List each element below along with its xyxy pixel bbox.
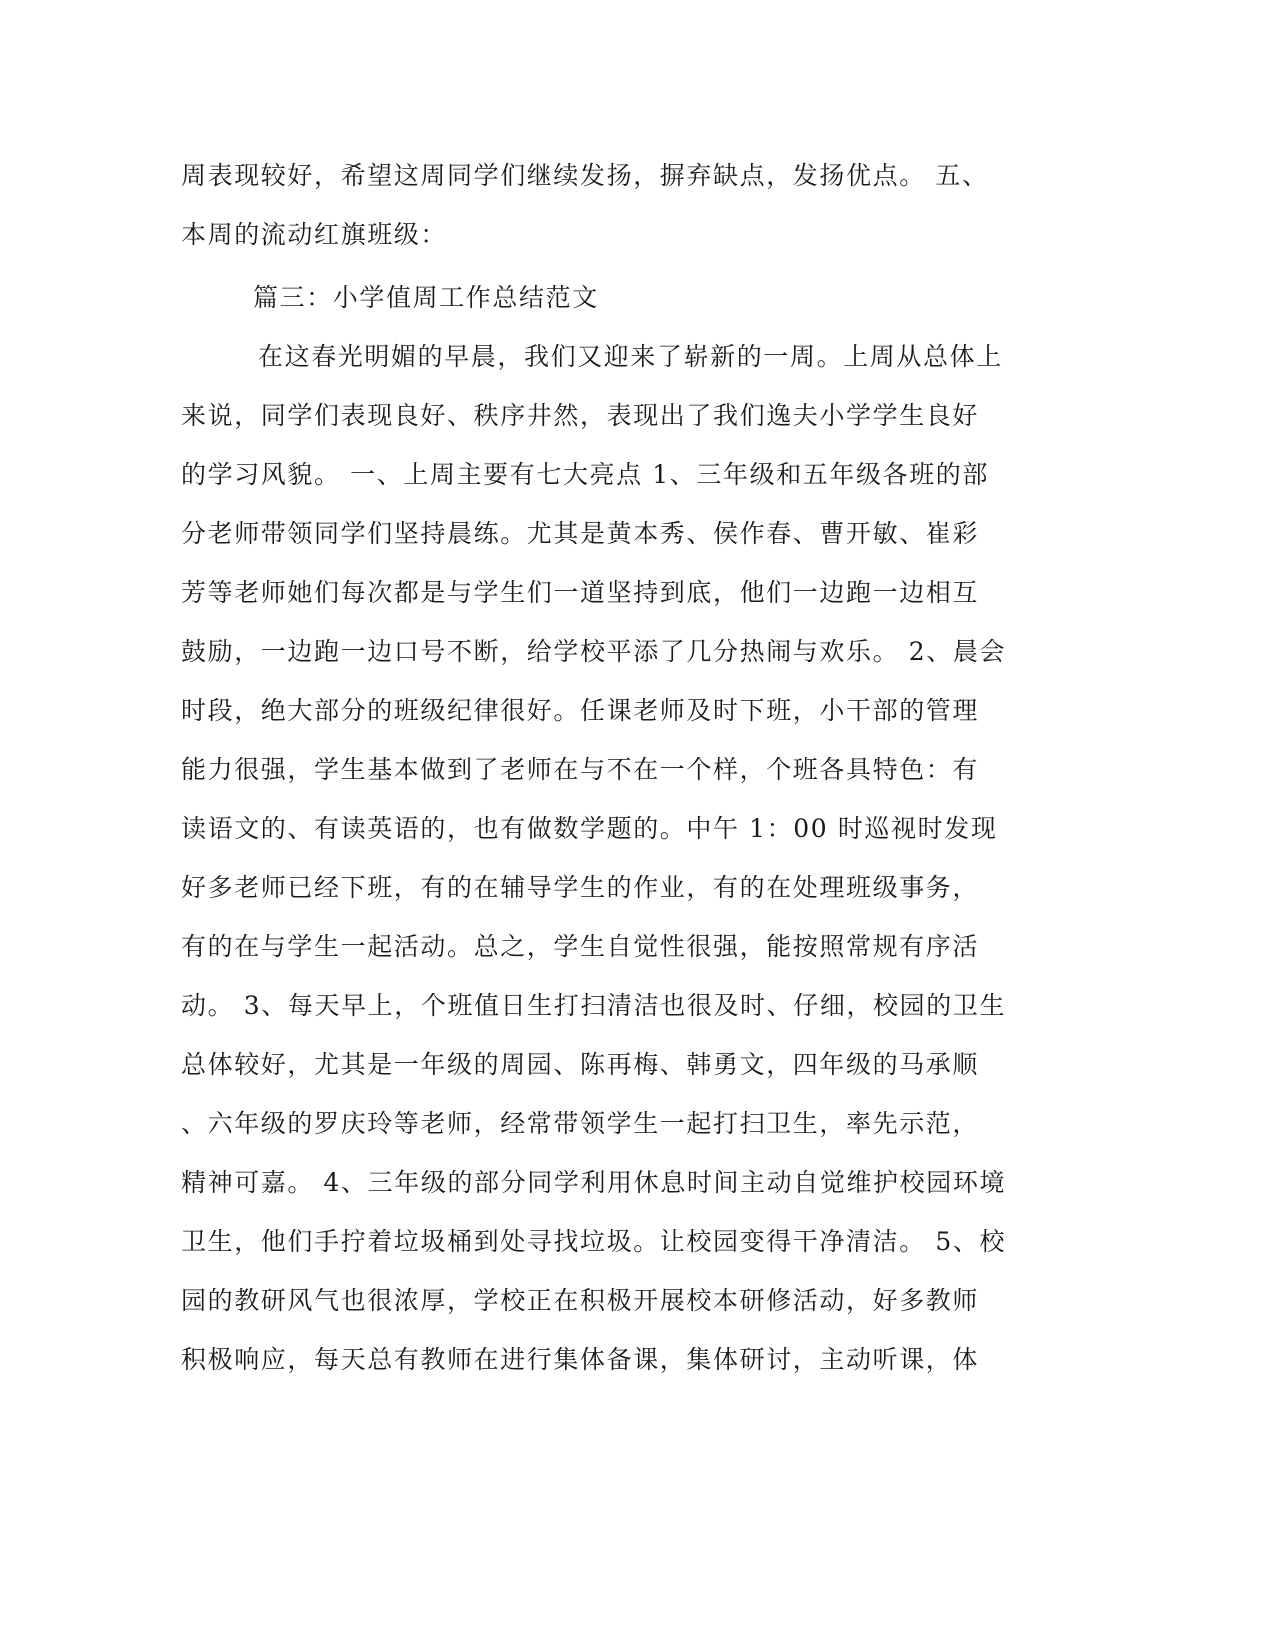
- section-heading: 篇三：小学值周工作总结范文: [253, 283, 599, 312]
- text-line: 、六年级的罗庆玲等老师，经常带领学生一起打扫卫生，率先示范，: [181, 1109, 980, 1138]
- text-line: 总体较好，尤其是一年级的周园、陈再梅、韩勇文，四年级的马承顺: [181, 1050, 980, 1079]
- text-line: 来说，同学们表现良好、秩序井然，表现出了我们逸夫小学学生良好: [181, 401, 980, 430]
- text-line: 芳等老师她们每次都是与学生们一道坚持到底，他们一边跑一边相互: [181, 578, 980, 607]
- text-line: 积极响应，每天总有教师在进行集体备课，集体研讨，主动听课，体: [181, 1345, 980, 1374]
- text-line: 有的在与学生一起活动。总之，学生自觉性很强，能按照常规有序活: [181, 932, 980, 961]
- text-line: 能力很强，学生基本做到了老师在与不在一个样，个班各具特色：有: [181, 755, 980, 784]
- text-line: 读语文的、有读英语的，也有做数学题的。中午 1：00 时巡视时发现: [181, 814, 998, 843]
- text-line: 好多老师已经下班，有的在辅导学生的作业，有的在处理班级事务，: [181, 873, 980, 902]
- text-line: 周表现较好，希望这周同学们继续发扬，摒弃缺点，发扬优点。 五、: [181, 161, 989, 190]
- text-line: 精神可嘉。 4、三年级的部分同学利用休息时间主动自觉维护校园环境: [181, 1168, 1007, 1197]
- text-line: 的学习风貌。 一、上周主要有七大亮点 1、三年级和五年级各班的部: [181, 460, 990, 489]
- paragraph-first-line: 在这春光明媚的早晨，我们又迎来了崭新的一周。上周从总体上: [258, 342, 1003, 371]
- text-line: 卫生，他们手拧着垃圾桶到处寻找垃圾。让校园变得干净清洁。 5、校: [181, 1227, 1007, 1256]
- text-line: 园的教研风气也很浓厚，学校正在积极开展校本研修活动，好多教师: [181, 1286, 980, 1315]
- text-line: 时段，绝大部分的班级纪律很好。任课老师及时下班，小干部的管理: [181, 696, 980, 725]
- text-line: 鼓励，一边跑一边口号不断，给学校平添了几分热闹与欢乐。 2、晨会: [181, 637, 1007, 666]
- text-line: 动。 3、每天早上，个班值日生打扫清洁也很及时、仔细，校园的卫生: [181, 991, 1007, 1020]
- text-line: 本周的流动红旗班级：: [181, 220, 448, 249]
- text-line: 分老师带领同学们坚持晨练。尤其是黄本秀、侯作春、曹开敏、崔彩: [181, 519, 980, 548]
